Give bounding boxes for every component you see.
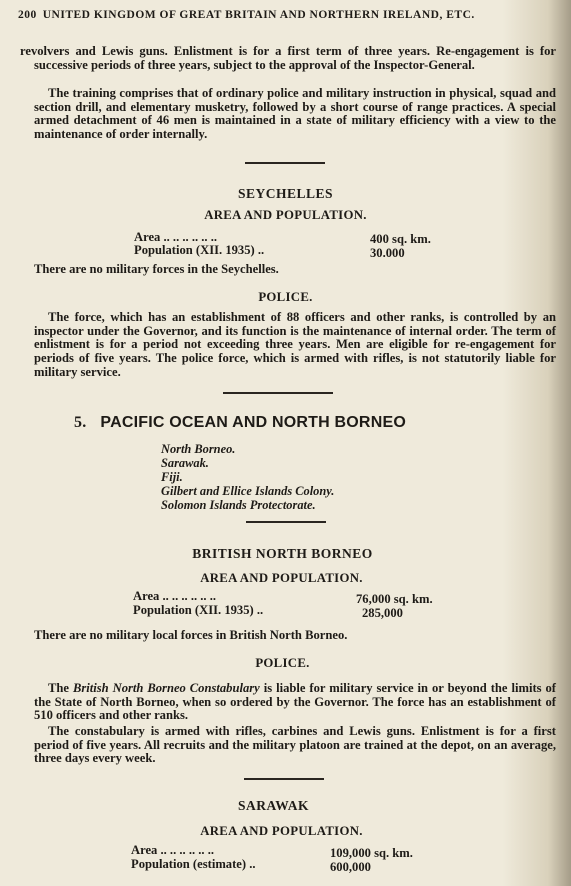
bnb-title: BRITISH NORTH BORNEO [192, 546, 373, 561]
territory-item: North Borneo. [161, 442, 236, 456]
page-header [18, 9, 538, 21]
seychelles-pop-value: 30.000 [370, 246, 405, 260]
seychelles-note: There are no military forces in the Seychelles. [34, 262, 279, 276]
section-divider [246, 521, 326, 523]
seychelles-title: SEYCHELLES [237, 186, 334, 201]
sarawak-pop-value: 600,000 [330, 860, 371, 874]
seychelles-subtitle: AREA AND POPULATION. [204, 208, 367, 222]
section-divider [245, 162, 325, 164]
seychelles-area-value: 400 sq. km. [370, 232, 431, 246]
bnb-pop-value: 285,000 [362, 606, 403, 620]
bnb-p1-lead: The [48, 681, 73, 695]
sarawak-area-label: Area .. .. .. .. .. .. [131, 843, 215, 857]
sarawak-pop-label: Population (estimate) .. [131, 857, 256, 871]
territory-item: Fiji. [161, 470, 183, 484]
section-number: 5. [74, 414, 87, 431]
section-title: PACIFIC OCEAN AND NORTH BORNEO [100, 414, 406, 431]
bnb-police-paragraph-2: The constabulary is armed with rifles, carbines and Lewis guns. Enlistment is for a first period of five years. All recruits and the military platoon are trained at the depot, on an average, three days every week. [34, 724, 556, 766]
intro-paragraph-1: revolvers and Lewis guns. Enlistment is for a first term of three years. Re-engagement is for successive periods of three years, subject to the approval of the Inspector-General. [20, 44, 556, 72]
seychelles-police-text: The force, which has an establishment of 88 officers and other ranks, is controlled by an inspector under the Governor, and its function is the maintenance of internal order. The term of enlistment is for a period not exceeding three years. Men are eligible for re-engagement for periods of five years. The police force, which is armed with rifles, is not statutorily liable for military service. [34, 310, 556, 379]
bnb-p1-rest: is liable for military service in or beyond the limits of the State of North Borneo, when so ordered by the Governor. The force has an establishment of 510 officers and other ranks. [34, 681, 556, 723]
sarawak-subtitle: AREA AND POPULATION. [200, 824, 363, 838]
territory-item: Gilbert and Ellice Islands Colony. [161, 484, 335, 498]
territory-item: Sarawak. [161, 456, 209, 470]
seychelles-police-heading: POLICE. [258, 290, 313, 304]
seychelles-area-label: Area .. .. .. .. .. .. [134, 230, 218, 244]
intro-paragraph-2: The training comprises that of ordinary police and military instruction in physical, squad and section drill, and elementary musketry, followed by a short course of range practices. A special armed detachment of 46 men is maintained in a state of military efficiency with a view to the maintenance of order internally. [34, 86, 556, 142]
bnb-subtitle: AREA AND POPULATION. [200, 571, 363, 585]
constabulary-name: British North Borneo Constabulary [72, 681, 260, 695]
page-number: 200 [18, 9, 37, 21]
bnb-note: There are no military local forces in British North Borneo. [34, 628, 348, 642]
sarawak-area-value: 109,000 sq. km. [330, 846, 413, 860]
sarawak-title: SARAWAK [237, 798, 309, 813]
bnb-area-value: 76,000 sq. km. [356, 592, 433, 606]
bnb-police-paragraph-1 [34, 682, 556, 723]
bnb-area-label: Area .. .. .. .. .. .. [133, 589, 217, 603]
bnb-pop-label: Population (XII. 1935) .. [133, 603, 264, 617]
section-divider [223, 392, 333, 394]
seychelles-pop-label: Population (XII. 1935) .. [134, 243, 265, 257]
bnb-police-heading: POLICE. [255, 656, 310, 670]
running-title: UNITED KINGDOM OF GREAT BRITAIN AND NORTHERN IRELAND, ETC. [42, 9, 475, 21]
territory-item: Solomon Islands Protectorate. [161, 498, 316, 512]
section-heading [74, 414, 406, 432]
section-divider [244, 778, 324, 780]
